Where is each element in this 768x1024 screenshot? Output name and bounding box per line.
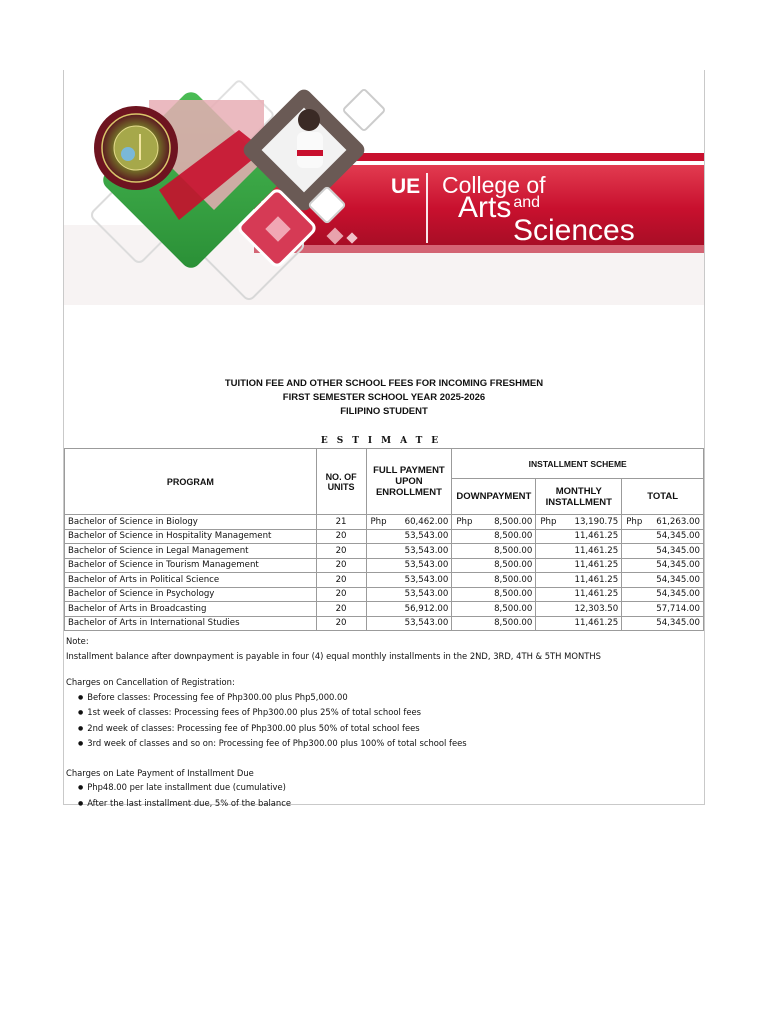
full-payment-cell-value: 53,543.00 — [404, 560, 449, 571]
total-cell-value: 54,345.00 — [656, 531, 700, 542]
downpayment-cell-value: 8,500.00 — [494, 531, 533, 542]
college-name-and: and — [513, 194, 541, 211]
monthly-cell-value: 11,461.25 — [574, 574, 619, 585]
program-cell-value: Bachelor of Science in Legal Management — [68, 545, 249, 556]
title-line-1: TUITION FEE AND OTHER SCHOOL FEES FOR INCOMING FRESHMEN — [224, 378, 544, 389]
full-payment-cell-value: 60,462.00 — [404, 516, 449, 527]
full-payment-cell — [366, 544, 452, 559]
header-full-payment: FULL PAYMENT UPON ENROLLMENT — [366, 449, 452, 515]
currency-label: Php — [456, 516, 473, 527]
downpayment-cell-value: 8,500.00 — [494, 618, 533, 629]
total-cell-value: 61,263.00 — [656, 516, 700, 527]
cancellation-item: ● Before classes: Processing fee of Php300.00 plus Php5,000.00 — [78, 690, 696, 706]
total-cell — [622, 587, 704, 602]
total-cell-value: 54,345.00 — [656, 560, 700, 571]
college-name-line1: College of — [442, 172, 546, 198]
monthly-cell-value: 13,190.75 — [574, 516, 619, 527]
monthly-cell — [536, 558, 622, 573]
full-payment-cell — [366, 602, 452, 617]
program-cell-value: Bachelor of Science in Tourism Management — [68, 560, 259, 571]
late-payment-item: ● Php48.00 per late installment due (cumulative) — [78, 780, 696, 796]
title-line-3: FILIPINO STUDENT — [340, 406, 428, 417]
total-cell — [622, 529, 704, 544]
table-row — [65, 544, 704, 559]
monthly-cell-value: 11,461.25 — [574, 560, 619, 571]
units-cell — [316, 558, 366, 573]
note-text: Installment balance after downpayment is payable in four (4) equal monthly installments in the 2ND, 3RD, 4TH & 5TH MONTHS — [66, 650, 601, 661]
table-row — [65, 587, 704, 602]
total-cell — [622, 573, 704, 588]
table-row — [65, 616, 704, 631]
header-monthly: MONTHLY INSTALLMENT — [536, 479, 622, 515]
program-cell — [65, 529, 317, 544]
banner-graphic — [64, 70, 704, 310]
full-payment-cell-value: 53,543.00 — [404, 618, 449, 629]
cancellation-title: Charges on Cancellation of Registration: — [66, 677, 235, 687]
downpayment-cell — [452, 587, 536, 602]
estimate-label: ESTIMATE — [320, 436, 448, 446]
header-total: TOTAL — [622, 479, 704, 515]
college-banner — [64, 70, 704, 310]
total-cell-value: 57,714.00 — [656, 603, 700, 614]
full-payment-cell-value: 53,543.00 — [404, 589, 449, 600]
cancellation-item: ● 2nd week of classes: Processing fee of Php300.00 plus 50% of total school fees — [78, 721, 696, 737]
ue-logo: UE — [391, 175, 421, 198]
units-cell — [316, 573, 366, 588]
full-payment-cell-value: 53,543.00 — [404, 531, 449, 542]
units-cell — [316, 616, 366, 631]
full-payment-cell-value: 56,912.00 — [404, 603, 449, 614]
program-cell-value: Bachelor of Science in Biology — [68, 516, 198, 527]
total-cell — [622, 602, 704, 617]
units-cell — [316, 587, 366, 602]
table-row — [65, 515, 704, 530]
downpayment-cell — [452, 573, 536, 588]
units-cell-value: 20 — [335, 560, 347, 571]
program-cell-value: Bachelor of Science in Psychology — [68, 589, 215, 600]
monthly-cell-value: 11,461.25 — [574, 545, 619, 556]
monthly-cell — [536, 515, 622, 530]
monthly-cell — [536, 587, 622, 602]
note-label: Note: — [66, 636, 89, 646]
college-name-line3: Sciences — [513, 214, 635, 247]
monthly-cell-value: 11,461.25 — [574, 618, 619, 629]
program-cell — [65, 616, 317, 631]
monthly-cell — [536, 616, 622, 631]
downpayment-cell — [452, 529, 536, 544]
units-cell-value: 20 — [335, 603, 347, 614]
header-downpayment: DOWNPAYMENT — [452, 479, 536, 515]
full-payment-cell-value: 53,543.00 — [404, 545, 449, 556]
total-cell-value: 54,345.00 — [656, 589, 700, 600]
downpayment-cell-value: 8,500.00 — [494, 603, 533, 614]
monthly-cell — [536, 573, 622, 588]
units-cell — [316, 544, 366, 559]
full-payment-cell — [366, 515, 452, 530]
units-cell — [316, 529, 366, 544]
full-payment-cell-value: 53,543.00 — [404, 574, 449, 585]
late-payment-item: ● After the last installment due, 5% of the balance — [78, 796, 696, 812]
monthly-cell — [536, 529, 622, 544]
total-cell — [622, 544, 704, 559]
currency-label: Php — [626, 516, 643, 527]
cancellation-item: ● 1st week of classes: Processing fees of Php300.00 plus 25% of total school fees — [78, 705, 696, 721]
program-cell — [65, 515, 317, 530]
total-cell-value: 54,345.00 — [656, 618, 700, 629]
table-row — [65, 529, 704, 544]
downpayment-cell — [452, 616, 536, 631]
full-payment-cell — [366, 558, 452, 573]
downpayment-cell-value: 8,500.00 — [494, 545, 533, 556]
table-row — [65, 602, 704, 617]
program-cell — [65, 544, 317, 559]
total-cell — [622, 558, 704, 573]
title-line-2: FIRST SEMESTER SCHOOL YEAR 2025-2026 — [282, 392, 486, 403]
program-cell — [65, 558, 317, 573]
downpayment-cell — [452, 558, 536, 573]
program-cell-value: Bachelor of Arts in Broadcasting — [68, 603, 207, 614]
table-row — [65, 573, 704, 588]
downpayment-cell-value: 8,500.00 — [494, 560, 533, 571]
program-cell-value: Bachelor of Arts in Political Science — [68, 574, 220, 585]
units-cell-value: 21 — [335, 516, 347, 527]
program-cell-value: Bachelor of Arts in International Studies — [68, 618, 240, 629]
college-name-arts: Arts — [458, 191, 512, 224]
document-page — [63, 70, 705, 808]
downpayment-cell-value: 8,500.00 — [494, 516, 533, 527]
program-cell — [65, 602, 317, 617]
cancellation-list — [66, 690, 696, 752]
cancellation-item: ● 3rd week of classes and so on: Processing fee of Php300.00 plus 100% of total school fees — [78, 736, 696, 752]
header-program: PROGRAM — [65, 449, 317, 515]
monthly-cell-value: 11,461.25 — [574, 589, 619, 600]
full-payment-cell — [366, 587, 452, 602]
units-cell-value: 20 — [335, 545, 347, 556]
monthly-cell — [536, 544, 622, 559]
downpayment-cell — [452, 544, 536, 559]
full-payment-cell — [366, 529, 452, 544]
full-payment-cell — [366, 573, 452, 588]
total-cell-value: 54,345.00 — [656, 545, 700, 556]
full-payment-cell — [366, 616, 452, 631]
downpayment-cell-value: 8,500.00 — [494, 589, 533, 600]
header-installment-scheme: INSTALLMENT SCHEME — [452, 449, 704, 479]
notes-section — [66, 634, 696, 811]
monthly-cell-value: 12,303.50 — [574, 603, 619, 614]
units-cell — [316, 515, 366, 530]
units-cell-value: 20 — [335, 531, 347, 542]
program-cell — [65, 587, 317, 602]
units-cell-value: 20 — [335, 589, 347, 600]
fee-table — [64, 448, 704, 631]
units-cell-value: 20 — [335, 618, 347, 629]
currency-label: Php — [540, 516, 557, 527]
units-cell — [316, 602, 366, 617]
late-payment-list — [66, 780, 696, 811]
program-cell — [65, 573, 317, 588]
monthly-cell-value: 11,461.25 — [574, 531, 619, 542]
downpayment-cell-value: 8,500.00 — [494, 574, 533, 585]
total-cell-value: 54,345.00 — [656, 574, 700, 585]
downpayment-cell — [452, 602, 536, 617]
downpayment-cell — [452, 515, 536, 530]
total-cell — [622, 515, 704, 530]
late-payment-title: Charges on Late Payment of Installment Due — [66, 767, 254, 778]
header-units: NO. OF UNITS — [316, 449, 366, 515]
table-row — [65, 558, 704, 573]
units-cell-value: 20 — [335, 574, 347, 585]
monthly-cell — [536, 602, 622, 617]
currency-label: Php — [370, 516, 387, 527]
total-cell — [622, 616, 704, 631]
program-cell-value: Bachelor of Science in Hospitality Management — [68, 531, 272, 542]
